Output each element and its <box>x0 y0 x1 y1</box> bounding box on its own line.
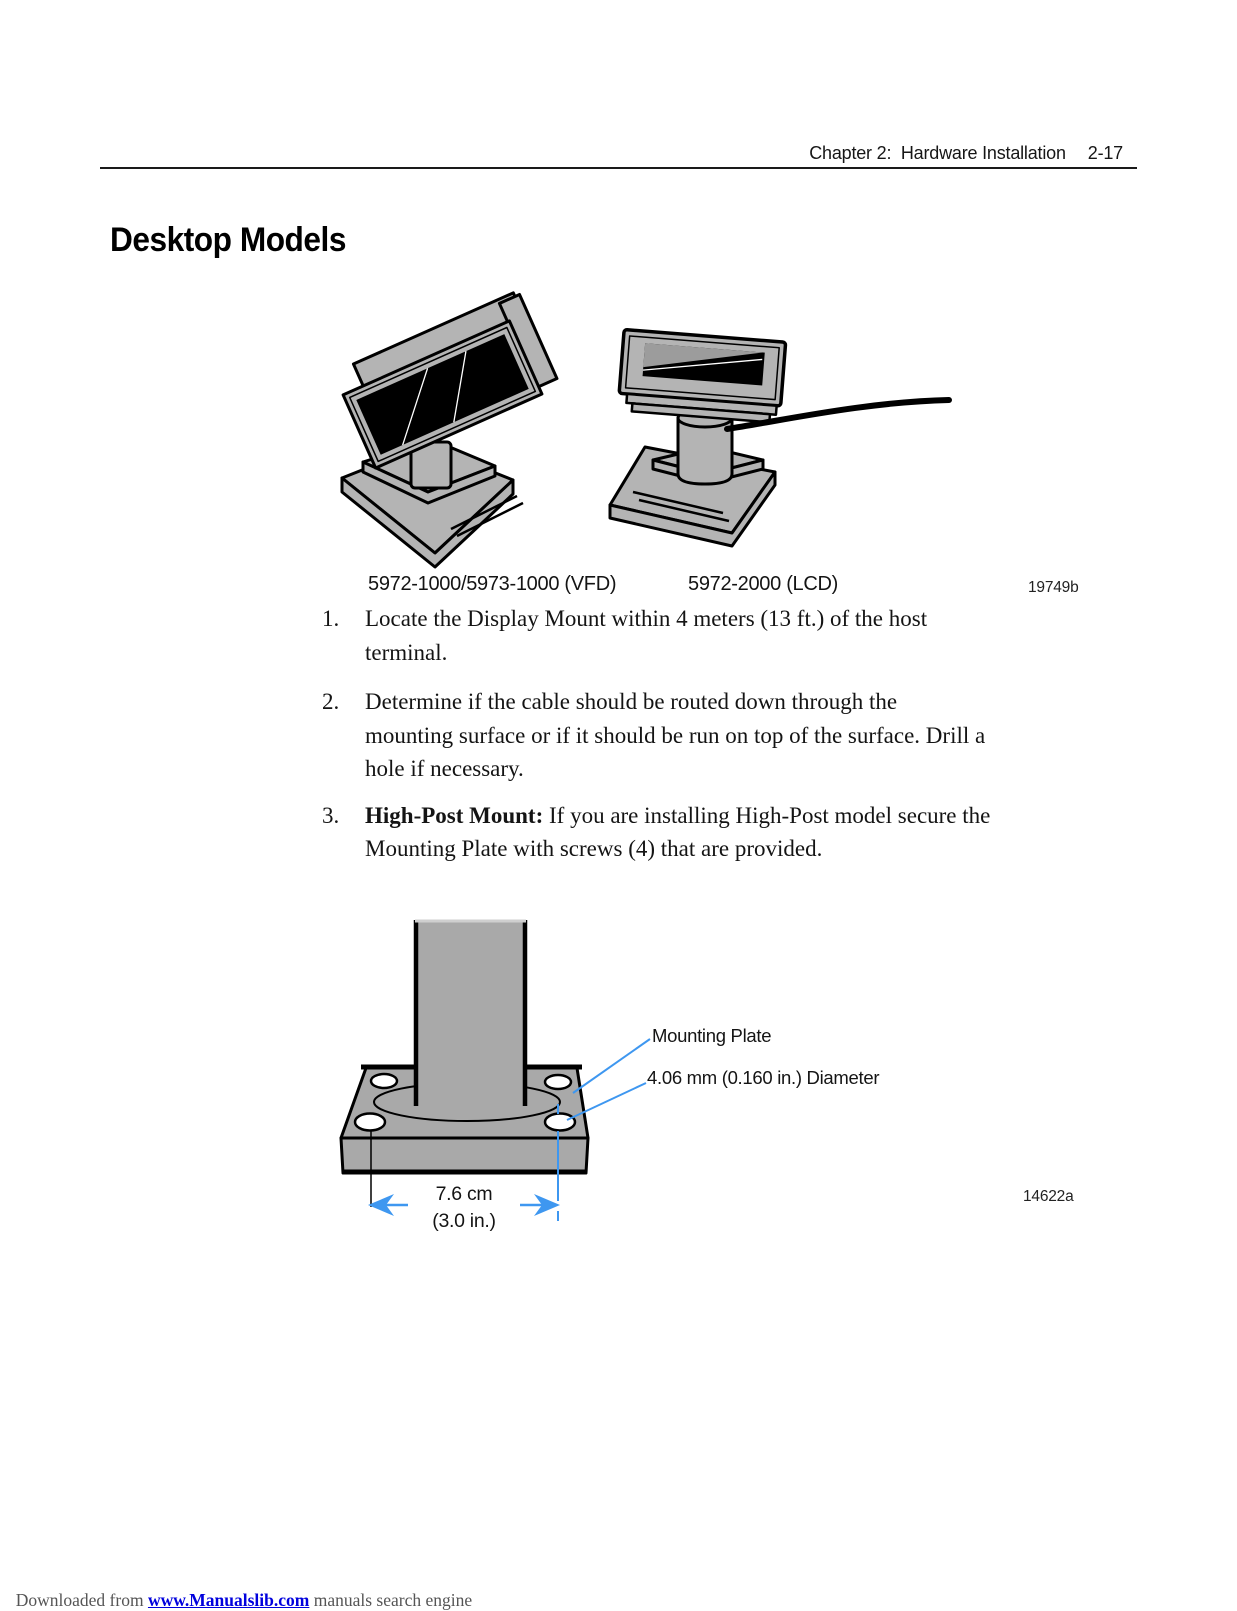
figure-id-14622a: 14622a <box>1023 1188 1074 1205</box>
header-rule <box>100 167 1137 169</box>
step-text-line: terminal. <box>365 639 448 665</box>
step-text-line: mounting surface or if it should be run on top of the surface. Drill a <box>365 722 986 748</box>
step-1 <box>322 602 1132 669</box>
step-3 <box>322 799 1132 866</box>
step-2 <box>322 685 1132 786</box>
vfd-base <box>342 440 523 567</box>
caption-vfd-model: 5972-1000/5973-1000 (VFD) <box>368 573 617 595</box>
dimension-in: (3.0 in.) <box>432 1210 496 1232</box>
chapter-title: Chapter 2: Hardware Installation <box>809 143 1066 163</box>
caption-lcd-model: 5972-2000 (LCD) <box>688 573 839 595</box>
dimension-label <box>394 1181 534 1235</box>
manualslib-link[interactable]: www.Manualslib.com <box>147 1590 310 1610</box>
step-text-line: Determine if the cable should be routed down through the <box>365 689 898 714</box>
footer-suffix: manuals search engine <box>309 1590 473 1610</box>
section-title: Desktop Models <box>110 221 346 259</box>
installation-steps <box>322 602 1132 882</box>
lcd-display-illustration <box>605 328 957 553</box>
step-text-line: Locate the Display Mount within 4 meters (13 ft.) of the host <box>365 606 928 631</box>
display-post <box>415 920 526 1106</box>
mounting-plate-figure <box>330 895 1120 1250</box>
dimension-cm: 7.6 cm <box>435 1183 493 1205</box>
lcd-screen-head <box>618 330 786 423</box>
mounting-plate-label: Mounting Plate <box>652 1025 772 1046</box>
step-number: 1. <box>322 606 340 631</box>
step-number: 3. <box>322 802 340 828</box>
step-number: 2. <box>322 689 340 714</box>
hole-diameter-label: 4.06 mm (0.160 in.) Diameter <box>647 1067 880 1088</box>
step-text-line: hole if necessary. <box>365 756 524 781</box>
footer-prefix: Downloaded from <box>15 1590 148 1610</box>
vfd-display-illustration <box>333 292 563 562</box>
step-text-line: If you are installing High-Post model secure the <box>543 802 991 828</box>
step-text-line: Mounting Plate with screws (4) that are provided. <box>365 836 823 861</box>
figure-id-19749b: 19749b <box>1028 579 1079 596</box>
page-footer <box>7 1569 472 1611</box>
page-header <box>809 143 1123 164</box>
step-bold-lead: High-Post Mount: <box>365 802 544 828</box>
page-number: 2-17 <box>1087 143 1123 163</box>
